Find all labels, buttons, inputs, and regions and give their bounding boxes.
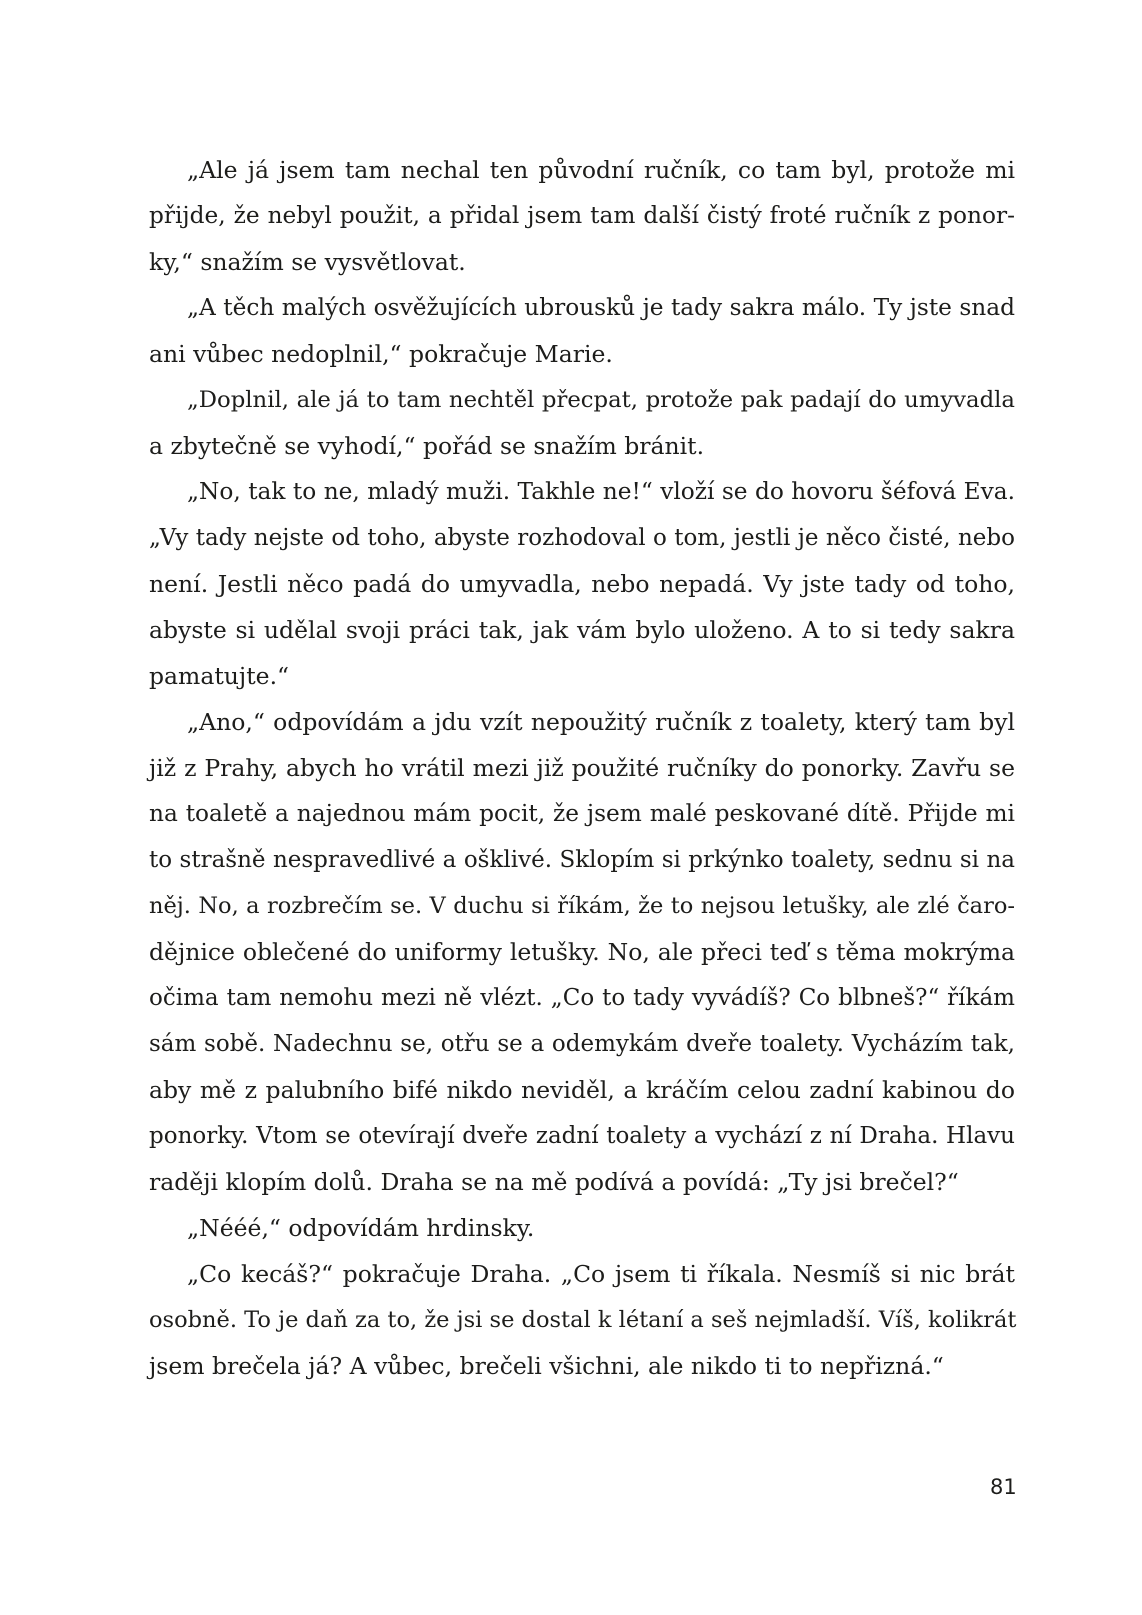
text-line: „Nééé,“ odpovídám hrdinsky. xyxy=(187,1214,535,1242)
text-line: přijde, že nebyl použit, a přidal jsem tam další čistý froté ručník z ponor- xyxy=(149,202,1015,229)
page-number: 81 xyxy=(990,1475,1017,1499)
text-line: „Co kecáš?“ pokračuje Draha. „Co jsem ti říkala. Nesmíš si nic brát xyxy=(187,1260,1015,1288)
text-line: „A těch malých osvěžujících ubrousků je tady sakra málo. Ty jste snad xyxy=(187,294,1015,321)
text-line: dějnice oblečené do uniformy letušky. No, ale přeci teď s těma mokrýma xyxy=(149,938,1015,966)
text-line: ponorky. Vtom se otevírají dveře zadní toalety a vychází z ní Draha. Hlavu xyxy=(149,1123,1015,1149)
text-line: něj. No, a rozbrečím se. V duchu si říkám, že to nejsou letušky, ale zlé čaro- xyxy=(149,893,1015,919)
text-line: to strašně nespravedlivé a ošklivé. Sklopím si prkýnko toalety, sednu si na xyxy=(149,847,1015,873)
text-line: aby mě z palubního bifé nikdo neviděl, a kráčím celou zadní kabinou do xyxy=(149,1076,1015,1104)
text-line: sám sobě. Nadechnu se, otřu se a odemykám dveře toalety. Vycházím tak, xyxy=(149,1031,1015,1057)
text-line: ky,“ snažím se vysvětlovat. xyxy=(149,248,466,276)
text-line: „Ano,“ odpovídám a jdu vzít nepoužitý ručník z toalety, který tam byl xyxy=(187,708,1015,736)
text-line: na toaletě a najednou mám pocit, že jsem malé peskované dítě. Přijde mi xyxy=(149,800,1015,827)
text-line: „No, tak to ne, mladý muži. Takhle ne!“ vloží se do hovoru šéfová Eva. xyxy=(187,478,1015,505)
text-line: ani vůbec nedoplnil,“ pokračuje Marie. xyxy=(149,340,613,368)
text-line: očima tam nemohu mezi ně vlézt. „Co to tady vyvádíš? Co blbneš?“ říkám xyxy=(149,985,1015,1011)
text-line: již z Prahy, abych ho vrátil mezi již použité ručníky do ponorky. Zavřu se xyxy=(149,754,1015,782)
text-line: „Vy tady nejste od toho, abyste rozhodoval o tom, jestli je něco čisté, nebo xyxy=(149,525,1015,551)
text-line: jsem brečela já? A vůbec, brečeli všichni, ale nikdo ti to nepřizná.“ xyxy=(149,1352,944,1380)
text-line: raději klopím dolů. Draha se na mě podívá a povídá: „Ty jsi brečel?“ xyxy=(149,1168,959,1196)
text-line: „Doplnil, ale já to tam nechtěl přecpat, protože pak padají do umyvadla xyxy=(187,387,1015,413)
text-line: „Ale já jsem tam nechal ten původní ručník, co tam byl, protože mi xyxy=(187,156,1015,184)
text-line: abyste si udělal svoji práci tak, jak vám bylo uloženo. A to si tedy sakra xyxy=(149,616,1015,644)
text-line: pamatujte.“ xyxy=(149,662,290,690)
text-line: a zbytečně se vyhodí,“ pořád se snažím bránit. xyxy=(149,432,705,460)
text-line: osobně. To je daň za to, že jsi se dostal k létaní a seš nejmladší. Víš, kolikrát xyxy=(149,1307,1017,1333)
text-line: není. Jestli něco padá do umyvadla, nebo nepadá. Vy jste tady od toho, xyxy=(149,570,1015,598)
